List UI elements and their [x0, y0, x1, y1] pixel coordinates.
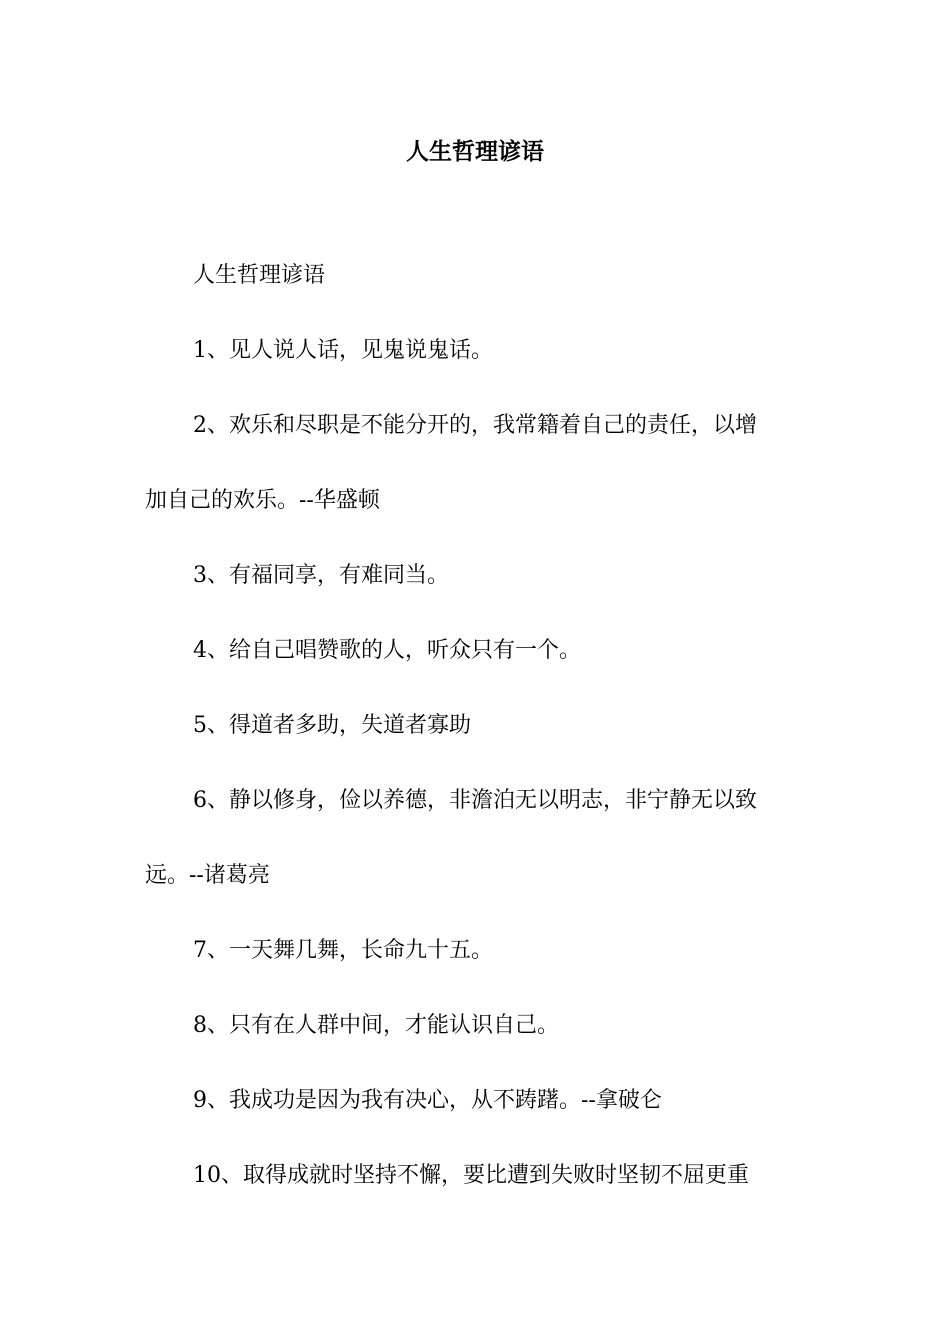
- proverb-1: [145, 332, 807, 369]
- proverb-7: [145, 932, 807, 969]
- paragraph-heading: [145, 257, 807, 294]
- paragraph-line: 7、一天舞几舞，长命九十五。: [193, 938, 493, 963]
- proverb-4: [145, 632, 807, 669]
- paragraph-line: 5、得道者多助，失道者寡助: [193, 713, 471, 738]
- proverb-2: [145, 407, 807, 519]
- paragraph-line: 4、给自己唱赞歌的人，听众只有一个。: [193, 638, 581, 663]
- paragraph-line: 8、只有在人群中间，才能认识自己。: [193, 1013, 559, 1038]
- proverb-5: [145, 707, 807, 744]
- paragraph-line: 10、取得成就时坚持不懈，要比遭到失败时坚韧不屈更重: [193, 1163, 749, 1188]
- paragraph-line: 1、见人说人话，见鬼说鬼话。: [193, 338, 493, 363]
- paragraph-line: 3、有福同享，有难同当。: [193, 563, 449, 588]
- document-body: [145, 257, 807, 1232]
- paragraph-line: 9、我成功是因为我有决心，从不踌躇。--拿破仑: [193, 1088, 662, 1113]
- proverb-6: [145, 782, 807, 894]
- proverb-8: [145, 1007, 807, 1044]
- proverb-3: [145, 557, 807, 594]
- proverb-10: [145, 1157, 807, 1194]
- proverb-9: [145, 1082, 807, 1119]
- paragraph-line: 2、欢乐和尽职是不能分开的，我常籍着自己的责任，以增: [193, 413, 757, 438]
- paragraph-line: 6、静以修身，俭以养德，非澹泊无以明志，非宁静无以致: [193, 788, 757, 813]
- paragraph-line: 远。--诸葛亮: [145, 863, 270, 888]
- document-title: 人生哲理谚语: [406, 138, 544, 165]
- paragraph-line: 加自己的欢乐。--华盛顿: [145, 488, 380, 513]
- paragraph-line: 人生哲理谚语: [193, 263, 326, 288]
